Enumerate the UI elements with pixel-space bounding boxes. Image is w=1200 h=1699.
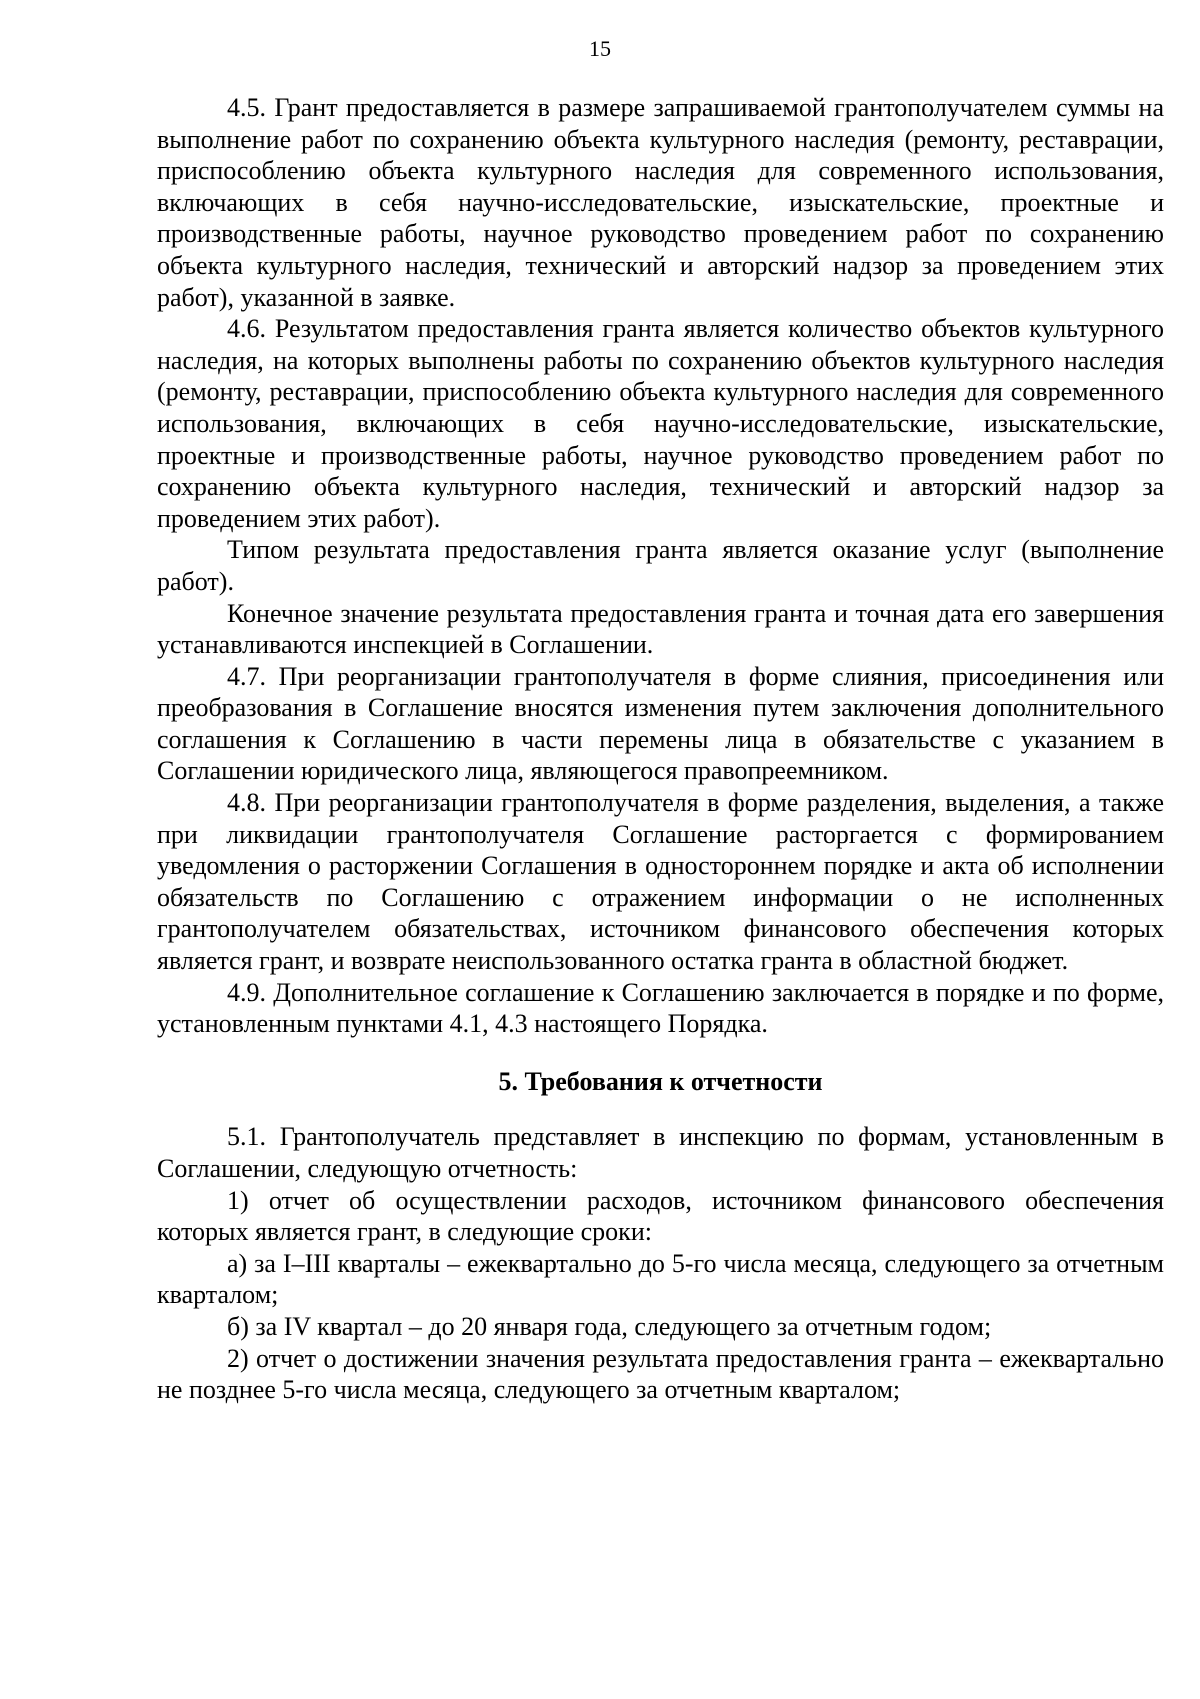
document-body [157,92,1164,1406]
paragraph-4-5: 4.5. Грант предоставляется в размере запрашиваемой грантополучателем суммы на выполнение работ по сохранению объекта культурного наследия (ремонту, реставрации, приспособлению объекта культурного наследия для современного использования, включающих в себя научно-исследовательские, изыскательские, проектные и производственные работы, научное руководство проведением работ по сохранению объекта культурного наследия, технический и авторский надзор за проведением этих работ), указанной в заявке. [157,93,1164,312]
paragraph-final-value: Конечное значение результата предоставления гранта и точная дата его завершения устанавливаются инспекцией в Соглашении. [157,598,1164,660]
paragraph-result-type: Типом результата предоставления гранта является оказание услуг (выполнение работ). [157,535,1164,596]
page-number: 15 [589,36,611,61]
paragraph-4-6: 4.6. Результатом предоставления гранта является количество объектов культурного наследия, на которых выполнены работы по сохранению объектов культурного наследия (ремонту, реставрации, приспособлению объекта культурного наследия для современного использования, включающих в себя научно-исследовательские, изыскательские, проектные и производственные работы, научное руководство проведением работ по сохранению объекта культурного наследия, технический и авторский надзор за проведением этих работ). [157,314,1164,533]
paragraph-5-1: 5.1. Грантополучатель представляет в инспекцию по формам, установленным в Соглашении, следующую отчетность: [157,1122,1164,1183]
paragraph-4-9: 4.9. Дополнительное соглашение к Соглашению заключается в порядке и по форме, установленным пунктами 4.1, 4.3 настоящего Порядка. [157,977,1164,1039]
paragraph-4-8: 4.8. При реорганизации грантополучателя в форме разделения, выделения, а также при ликвидации грантополучателя Соглашение расторгается с формированием уведомления о расторжении Соглашения в одностороннем порядке и акта об исполнении обязательств по Соглашению с отражением информации о не исполненных грантополучателем обязательствах, источником финансового обеспечения которых является грант, и возврате неиспользованного остатка гранта в областной бюджет. [157,788,1164,976]
section-heading: 5. Требования к отчетности [498,1066,823,1096]
paragraph-4-7: 4.7. При реорганизации грантополучателя в форме слияния, присоединения или преобразования в Соглашение вносятся изменения путем заключения дополнительного соглашения к Соглашению в части перемены лица в обязательстве с указанием в Соглашении юридического лица, являющегося правопреемником. [157,661,1164,786]
paragraph-item-1: 1) отчет об осуществлении расходов, источником финансового обеспечения которых является грант, в следующие сроки: [157,1185,1164,1247]
paragraph-item-2: 2) отчет о достижении значения результата предоставления гранта – ежеквартально не позднее 5-го числа месяца, следующего за отчетным кварталом; [157,1343,1164,1405]
paragraph-item-b: б) за IV квартал – до 20 января года, следующего за отчетным годом; [227,1311,992,1341]
paragraph-item-a: а) за I–III кварталы – ежеквартально до 5-го числа месяца, следующего за отчетным кварталом; [157,1248,1164,1310]
